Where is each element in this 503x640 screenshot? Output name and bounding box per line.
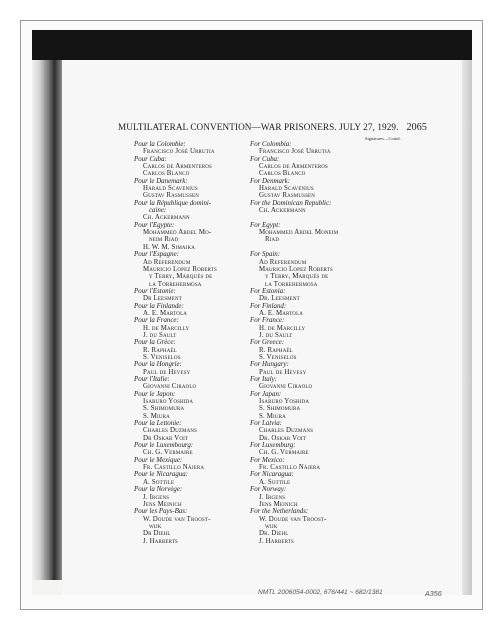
signatory-name: Dr. Oskar Voit [259, 434, 307, 442]
english-signatory-column [250, 141, 368, 545]
page-number: 2065 [406, 122, 427, 133]
country-label: For Hungary: [250, 361, 289, 369]
country-label: Pour le Danemark: [134, 177, 188, 185]
signatory-name: H. W. M. Simaika [143, 243, 196, 251]
signatory-name: H. de Marcilly [143, 324, 190, 332]
signatory-name: J. Irgens [259, 493, 286, 501]
signatory-name: Gustav Rasmussen [143, 192, 199, 200]
country-label: For Spain: [250, 251, 281, 259]
signatory-name: A. Sottile [143, 478, 175, 486]
country-label: Pour la Hongrie: [134, 361, 182, 369]
country-label: Pour Cuba: [134, 155, 167, 163]
signatory-name: wijk [149, 522, 162, 530]
page-header [118, 122, 427, 133]
country-label: Pour la Finlande: [134, 302, 184, 310]
signatory-name: Charles Duzmans [259, 427, 314, 435]
signatory-name: H. de Marcilly [259, 324, 306, 332]
country-label: Pour le Mexique: [134, 456, 183, 464]
signatory-name: la Torrehermosa [265, 280, 318, 288]
country-label: Pour l'Espagne: [134, 251, 179, 259]
signatory-name: Mauricio Lopez Roberts [143, 265, 217, 273]
country-label: For Japan: [250, 390, 282, 398]
signatory-name: S. Veniselos [143, 353, 181, 361]
country-label: For Estonia: [250, 287, 286, 295]
signatory-name: A. Sottile [259, 478, 291, 486]
country-label: For Egypt: [250, 221, 281, 229]
country-label: For Denmark: [250, 177, 290, 185]
country-label: Pour la Lettonie: [134, 420, 182, 428]
signatory-name: Francisco José Urrutia [259, 148, 331, 156]
archive-stamp: NMTL 2006054-0002, 676/441 ~ 682/1381 [258, 589, 383, 596]
signatory-name: W. Doude van Troost- [259, 515, 327, 523]
signatory-name: Mohammed Abdel Moneim [259, 229, 339, 237]
signatory-name: Riad [265, 236, 280, 244]
signatory-name: Mohammed Abdel Mo- [143, 229, 212, 237]
signatures-continued-note: Signatures—Contd. [365, 136, 401, 141]
signatory-name: Carlos de Armenteros [259, 163, 328, 171]
signatory-name: Ad Referendum [143, 258, 191, 266]
signatory-name: Ch. Ackermann [259, 207, 306, 215]
signatory-name: la Torrehermosa [149, 280, 202, 288]
page-edge-right [462, 60, 472, 595]
signatory-name: R. Raphaël [143, 346, 177, 354]
signatory-name: J. du Sault [143, 331, 177, 339]
signatory-name: Ch. Ackermann [143, 214, 190, 222]
country-label: For Luxemburg: [250, 442, 296, 450]
signatory-name: Carlos de Armenteros [143, 163, 212, 171]
country-label: Pour l'Estonie: [134, 287, 176, 295]
signatory-name: Paul de Hevesy [143, 368, 191, 376]
signatory-name: S. Miura [143, 412, 170, 420]
signatory-name: Dr Leesment [143, 295, 182, 303]
signatory-name: W. Doude van Troost- [143, 515, 211, 523]
country-label: For Cuba: [250, 155, 280, 163]
signatory-name: Ch. G. Vermaire [259, 449, 309, 457]
signatory-name: Ch. G. Vermaire [143, 449, 193, 457]
signatory-name: y Terry, Marqués de [149, 273, 213, 281]
signatory-name: S. Shimomura [259, 405, 301, 413]
signatory-name: Carlos Blanco [259, 170, 306, 178]
signatory-name: Giovanni Ciraolo [143, 383, 197, 391]
signatory-name: Dr. Leesment [259, 295, 300, 303]
country-label: For Norway: [250, 486, 287, 494]
signatory-name: J. Harberts [259, 537, 294, 545]
signatory-name: Ad Referendum [259, 258, 307, 266]
country-label: caine: [149, 207, 167, 215]
signatory-name: S. Miura [259, 412, 286, 420]
signatory-name: Dr Oskar Voit [143, 434, 189, 442]
country-label: Pour la Norvège: [134, 486, 183, 494]
country-label: For Italy: [250, 376, 277, 383]
signatory-name: Paul de Hevesy [259, 368, 307, 376]
french-signatory-column [134, 141, 246, 545]
country-label: For France: [250, 317, 285, 325]
spacer [250, 244, 368, 251]
signatory-name: Francisco José Urrutia [143, 148, 215, 156]
country-label: Pour la Grèce: [134, 339, 176, 347]
binding-shadow-top [32, 30, 472, 60]
signatory-name: Mauricio Lopez Roberts [259, 265, 333, 273]
spacer [250, 214, 368, 221]
signatory-name: J. du Sault [259, 331, 293, 339]
signatory-name: Harald Scavenius [143, 185, 198, 193]
country-label: For Finland: [250, 302, 287, 310]
archive-mark: A356 [425, 589, 442, 598]
signatory-name: Jens Meinich [259, 500, 298, 508]
country-label: For Nicaragua: [250, 471, 294, 479]
signatory-name: Isaburo Yoshida [259, 398, 310, 406]
country-label: Pour le Nicaragua: [134, 471, 188, 479]
signatory-name: Isaburo Yoshida [143, 398, 194, 406]
signatory-name: Carlos Blanco [143, 170, 190, 178]
signatory-name: wijk [265, 522, 278, 530]
signatory-name: Dr Diehl [143, 530, 171, 538]
country-label: For Colombia: [250, 141, 292, 148]
country-label: For Greece: [250, 339, 284, 347]
country-label: For Latvia: [250, 420, 282, 428]
signatory-name: Dr. Diehl [259, 530, 289, 538]
signatory-name: Gustav Rasmussen [259, 192, 315, 200]
signatory-name: A. E. Martola [143, 309, 188, 317]
country-label: Pour la République domini- [134, 199, 212, 207]
signatory-name: S. Shimomura [143, 405, 185, 413]
signatory-name: Harald Scavenius [259, 185, 314, 193]
country-label: Pour le Luxembourg: [134, 442, 194, 450]
signatory-name: A. E. Martola [259, 309, 304, 317]
signatory-name: S. Veniselos [259, 353, 297, 361]
country-label: For Mexico: [250, 456, 285, 464]
page-gutter-shadow [32, 60, 62, 580]
country-label: For the Netherlands: [250, 508, 309, 516]
page-title: MULTILATERAL CONVENTION—WAR PRISONERS. JULY 27, 1929. [118, 122, 399, 132]
country-label: Pour la France: [134, 317, 179, 325]
country-label: Pour la Colombie: [134, 141, 186, 148]
signatory-name: J. Irgens [143, 493, 170, 501]
signatory-name: J. Harberts [143, 537, 178, 545]
country-label: Pour le Japon: [134, 390, 176, 398]
country-label: Pour les Pays-Bas: [134, 508, 188, 516]
signatory-name: Charles Duzmans [143, 427, 198, 435]
signatory-name: neim Riad [149, 236, 179, 244]
signatory-name: Jens Meinich [143, 500, 182, 508]
signatory-name: y Terry, Marqués de [265, 273, 329, 281]
signatory-name: Giovanni Ciraolo [259, 383, 313, 391]
signatory-name: Fr. Castillo Nájera [143, 464, 205, 472]
country-label: Pour l'Egypte: [134, 221, 175, 229]
country-label: Pour l'Italie: [134, 376, 170, 383]
country-label: For the Dominican Republic: [250, 199, 332, 207]
signatory-name: Fr. Castillo Nájera [259, 464, 321, 472]
signatory-name: R. Raphaël [259, 346, 293, 354]
